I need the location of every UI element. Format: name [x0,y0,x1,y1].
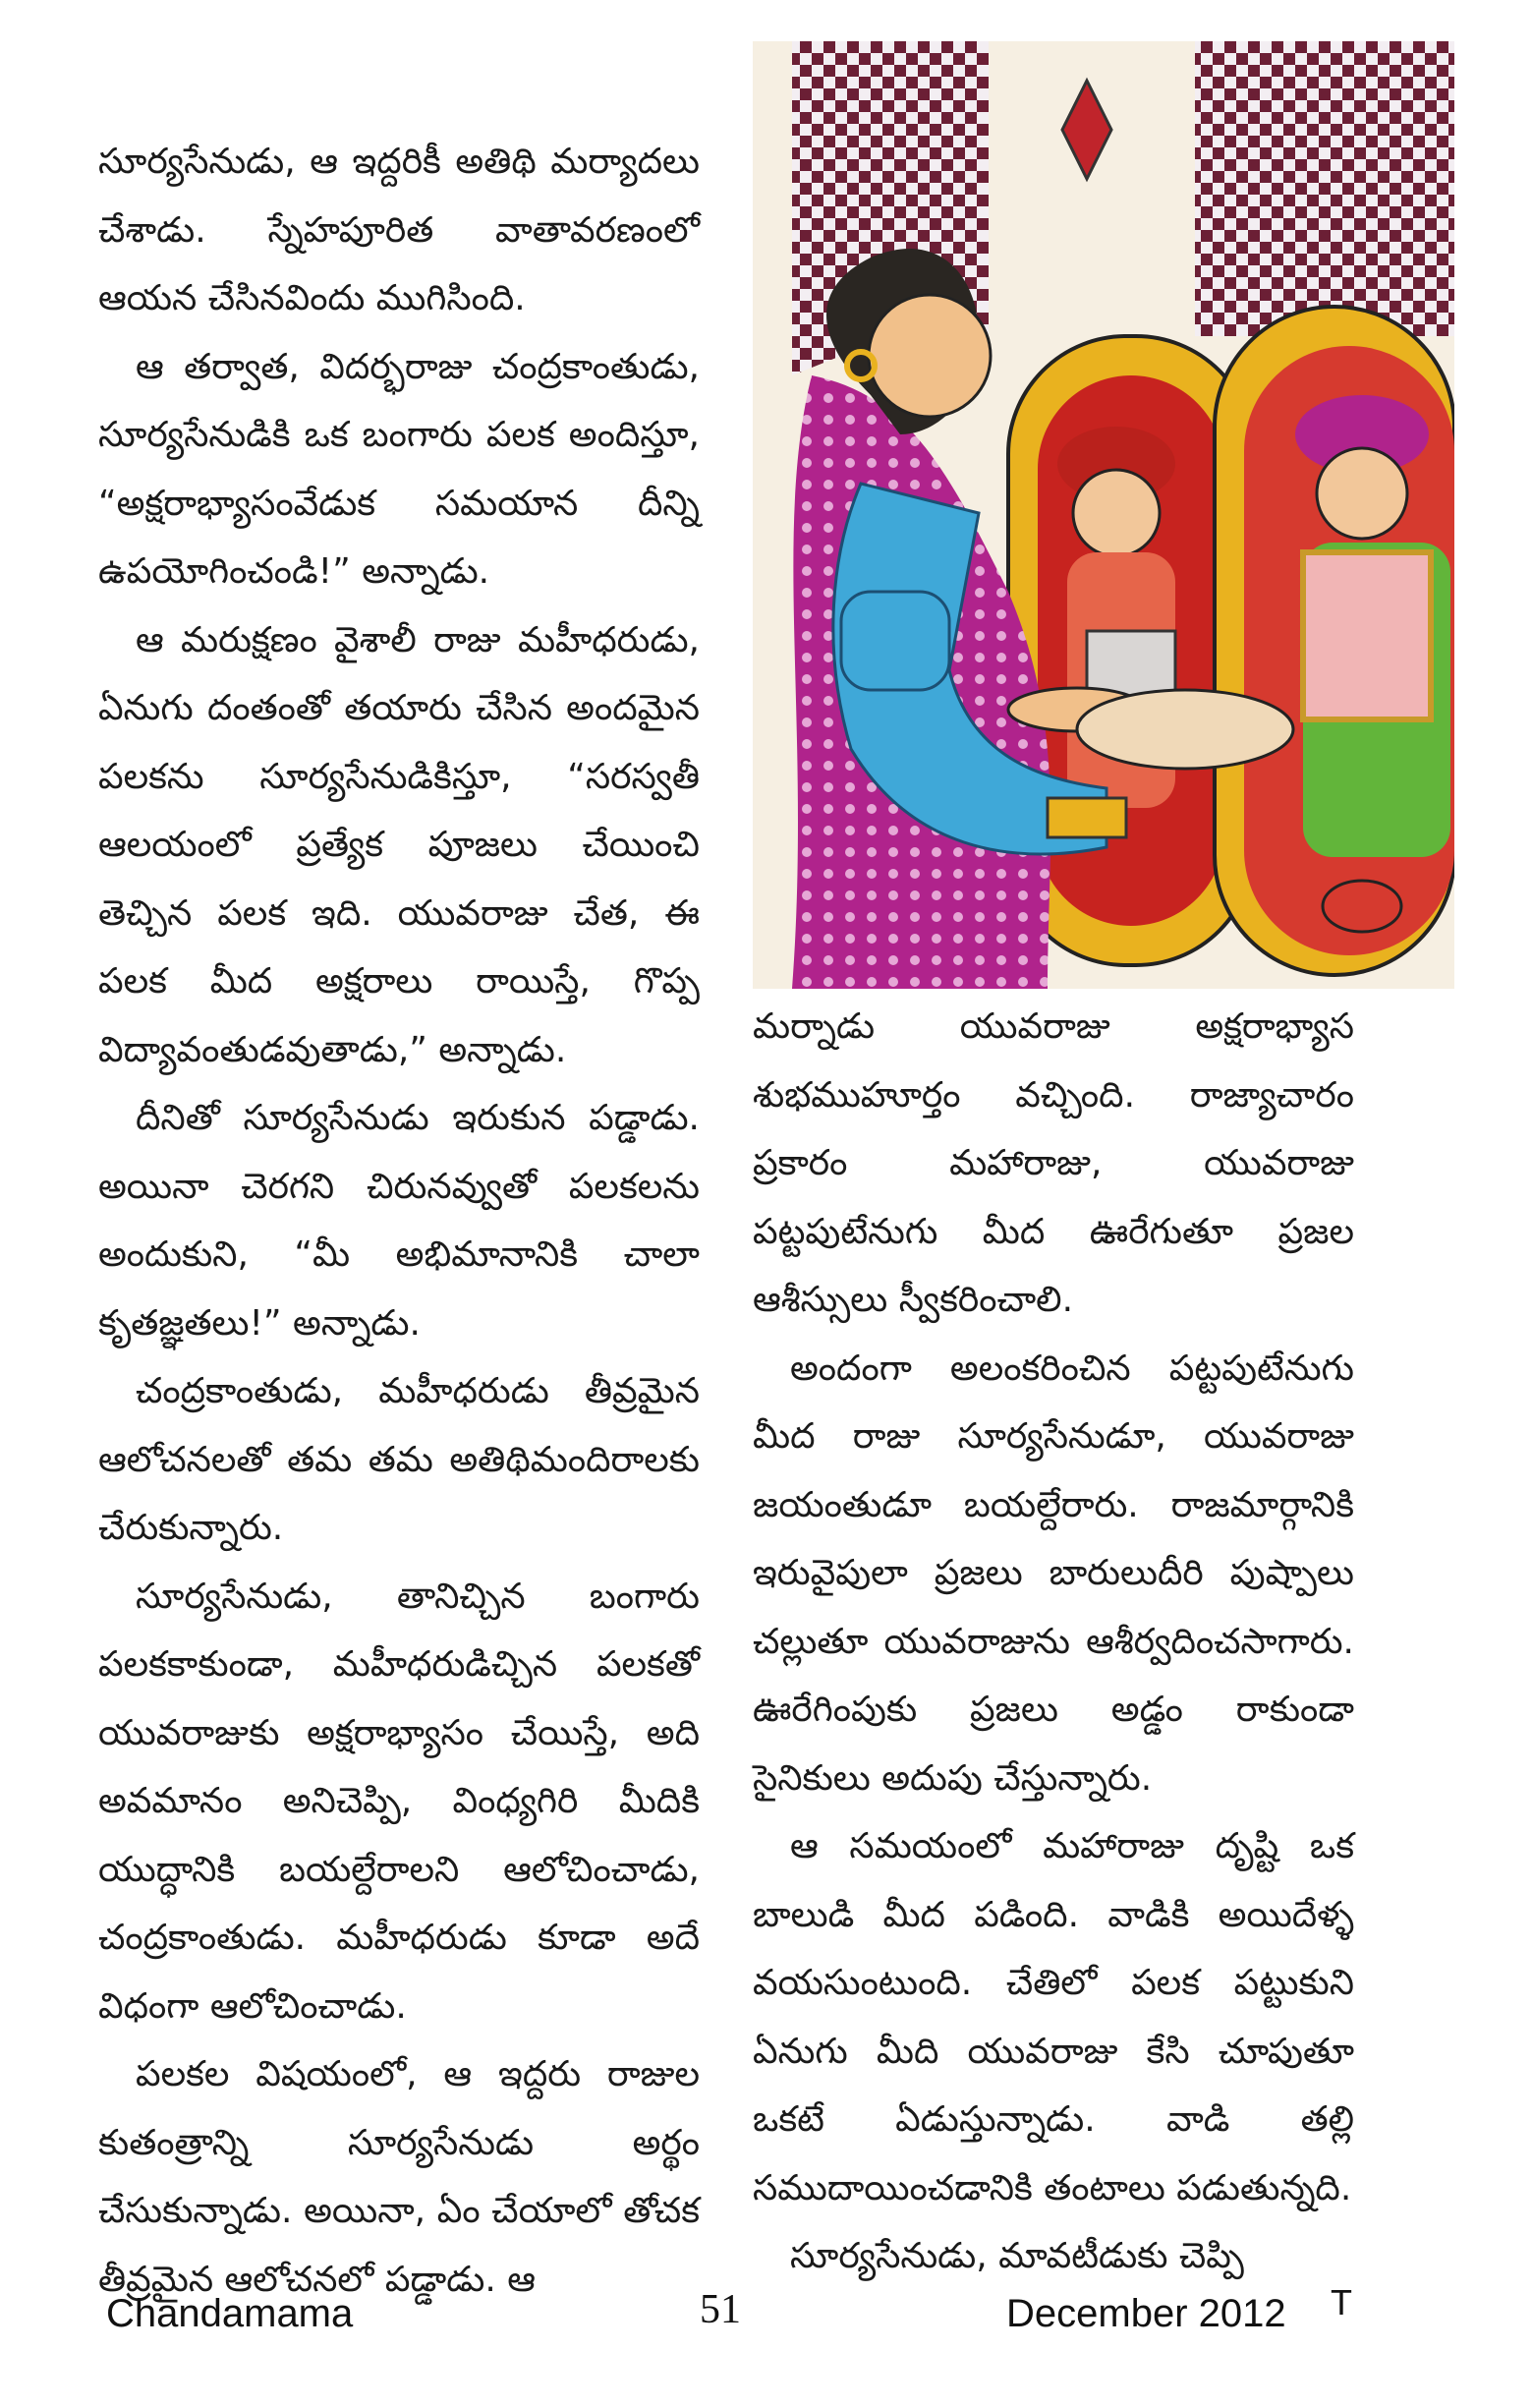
page-number: 51 [700,2287,741,2332]
magazine-name: Chandamama [106,2292,354,2335]
paragraph: సూర్యసేనుడు, తానిచ్చిన బంగారు పలకకాకుండా, మహీధరుడిచ్చిన పలకతో యువరాజుకు అక్షరాభ్యాసం చేయిస్తే, అది అవమానం అనిచెప్పి, వింధ్యగిరి మీదికి యుద్ధానికి బయల్దేరాలని ఆలోచించాడు, చంద్రకాంతుడు. మహీధరుడు కూడా అదే విధంగా ఆలోచించాడు. [98,1576,700,2027]
paragraph: ఆ తర్వాత, విదర్భరాజు చంద్రకాంతుడు, సూర్యసేనుడికి ఒక బంగారు పలక అందిస్తూ, “అక్షరాభ్యాసంవేడుక సమయాన దీన్ని ఉపయోగించండి!” అన్నాడు. [98,346,700,592]
paragraph: చంద్రకాంతుడు, మహీధరుడు తీవ్రమైన ఆలోచనలతో తమ తమ అతిథిమందిరాలకు చేరుకున్నారు. [98,1371,700,1548]
paragraph: సూర్యసేనుడు, ఆ ఇద్దరికీ అతిథి మర్యాదలు చేశాడు. స్నేహపూరిత వాతావరణంలో ఆయన చేసినవిందు ముగిసింది. [98,142,700,318]
paragraph: పలకల విషయంలో, ఆ ఇద్దరు రాజుల కుతంత్రాన్ని సూర్యసేనుడు అర్థం చేసుకున్నాడు. అయినా, ఏం చేయాలో తోచక తీవ్రమైన ఆలోచనలో పడ్డాడు. ఆ [98,2054,700,2300]
paragraph: సూర్యసేనుడు, మావటీడుకు చెప్పి [790,2236,1244,2276]
issue-date: December 2012 [1006,2292,1286,2335]
left-column [98,128,700,2314]
paragraph: మర్నాడు యువరాజు అక్షరాభ్యాస శుభముహూర్తం వచ్చింది. రాజ్యాచారం ప్రకారం మహారాజు, యువరాజు పట్టపుటేనుగు మీద ఊరేగుతూ ప్రజల ఆశీస్సులు స్వీకరించాలి. [753,1006,1354,1320]
paragraph: అందంగా అలంకరించిన పట్టపుటేనుగు మీద రాజు సూర్యసేనుడూ, యువరాజు జయంతుడూ బయల్దేరారు. రాజమార్గానికి ఇరువైపులా ప్రజలు బారులుదీరి పుష్పాలు చల్లుతూ యువరాజును ఆశీర్వదించసాగారు. ఊరేగింపుకు ప్రజలు అడ్డం రాకుండా సైనికులు అదుపు చేస్తున్నారు. [753,1347,1354,1799]
corner-mark: T [1331,2282,1352,2322]
paragraph: ఆ సమయంలో మహారాజు దృష్టి ఒక బాలుడి మీద పడింది. వాడికి అయిదేళ్ళ వయసుంటుంది. చేతిలో పలక పట్టుకుని ఏనుగు మీది యువరాజు కేసి చూపుతూ ఒకటే ఏడుస్తున్నాడు. వాడి తల్లి సముదాయించడానికి తంటాలు పడుతున్నది. [753,1826,1354,2208]
right-column [753,993,1354,2291]
paragraph: దీనితో సూర్యసేనుడు ఇరుకున పడ్డాడు. అయినా చెరగని చిరునవ్వుతో పలకలను అందుకుని, “మీ అభిమానానికి చాలా కృతజ్ఞతలు!” అన్నాడు. [98,1098,700,1344]
paragraph: ఆ మరుక్షణం వైశాలీ రాజు మహీధరుడు, ఏనుగు దంతంతో తయారు చేసిన అందమైన పలకను సూర్యసేనుడికిస్తూ, “సరస్వతీ ఆలయంలో ప్రత్యేక పూజలు చేయించి తెచ్చిన పలక ఇది. యువరాజు చేత, ఈ పలక మీద అక్షరాలు రాయిస్తే, గొప్ప విద్యావంతుడవుతాడు,” అన్నాడు. [98,619,700,1070]
story-illustration [753,41,1454,989]
